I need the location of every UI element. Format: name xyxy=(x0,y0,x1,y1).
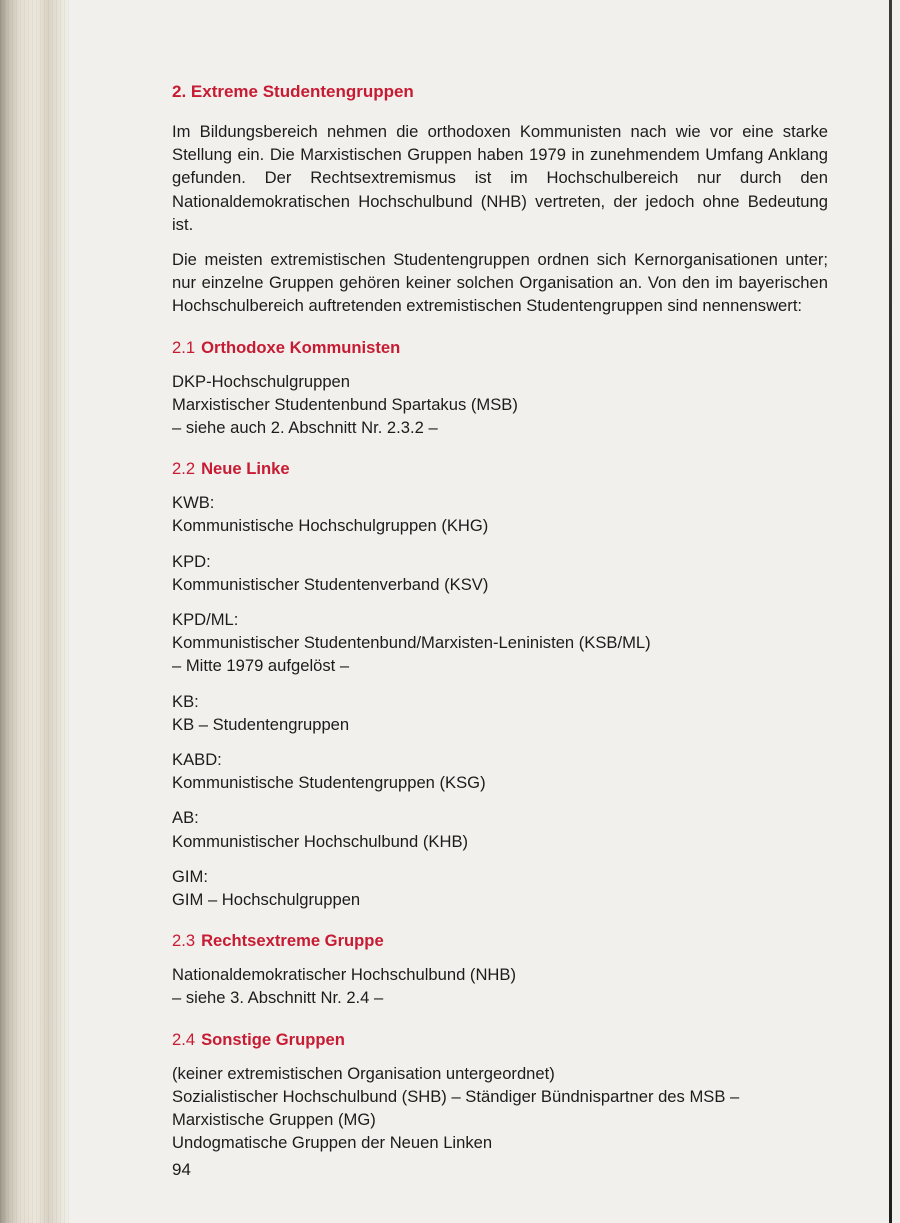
subsection-title: Orthodoxe Kommunisten xyxy=(201,337,401,357)
list-item: Kommunistische Hochschulgruppen (KHG) xyxy=(172,516,489,536)
page-edge xyxy=(889,0,892,1223)
list-item: – Mitte 1979 aufgelöst – xyxy=(172,656,350,676)
subsection-heading xyxy=(172,457,828,481)
list-item: – siehe 3. Abschnitt Nr. 2.4 – xyxy=(172,988,384,1008)
subsection-number: 2.4 xyxy=(172,1029,196,1049)
intro-paragraph: Im Bildungsbereich nehmen die orthodoxen Kommunisten nach wie vor eine starke Stellung ein. Die Marxistischen Gruppen haben 1979 in zunehmendem Umfang Anklang gefunden. Der Rechtsextremismus ist im Hochschulbereich nur durch den Nationaldemokratischen Hochschulbund (NHB) vertreten, der jedoch ohne Bedeutung ist. xyxy=(172,122,828,234)
subsection-heading xyxy=(172,929,828,953)
subsection-title: Neue Linke xyxy=(201,459,290,479)
org-label: KPD/ML: xyxy=(172,610,239,630)
subsection-body xyxy=(172,1062,828,1155)
org-group xyxy=(172,491,828,537)
subsection-body xyxy=(172,370,828,440)
list-item: Kommunistischer Hochschulbund (KHB) xyxy=(172,831,469,851)
list-item: KB – Studentengruppen xyxy=(172,714,350,734)
subsection-heading xyxy=(172,336,828,360)
org-label: AB: xyxy=(172,808,199,828)
subsection-title: Rechtsextreme Gruppe xyxy=(201,931,384,951)
list-item: DKP-Hochschulgruppen xyxy=(172,371,351,391)
org-group xyxy=(172,806,828,852)
list-item: Kommunistische Studentengruppen (KSG) xyxy=(172,773,486,793)
list-item: – siehe auch 2. Abschnitt Nr. 2.3.2 – xyxy=(172,418,438,438)
org-group xyxy=(172,550,828,596)
page-content xyxy=(172,80,828,1167)
page-number: 94 xyxy=(172,1160,191,1179)
subsection-body xyxy=(172,963,828,1009)
org-group xyxy=(172,748,828,794)
list-item: Marxistische Gruppen (MG) xyxy=(172,1110,376,1130)
org-label: GIM: xyxy=(172,866,208,886)
org-label: KWB: xyxy=(172,493,215,513)
subsection-number: 2.2 xyxy=(172,459,196,479)
list-item: Undogmatische Gruppen der Neuen Linken xyxy=(172,1133,493,1153)
org-group xyxy=(172,608,828,678)
list-item: Kommunistischer Studentenbund/Marxisten-Leninisten (KSB/ML) xyxy=(172,633,651,653)
org-group xyxy=(172,865,828,911)
list-item: Nationaldemokratischer Hochschulbund (NHB) xyxy=(172,965,517,985)
subsection-number: 2.1 xyxy=(172,337,196,357)
subsection-number: 2.3 xyxy=(172,931,196,951)
org-label: KABD: xyxy=(172,750,222,770)
subsection-title: Sonstige Gruppen xyxy=(201,1029,345,1049)
subsection-heading xyxy=(172,1028,828,1052)
org-label: KB: xyxy=(172,691,199,711)
org-label: KPD: xyxy=(172,551,211,571)
book-binding xyxy=(0,0,70,1223)
list-item: Sozialistischer Hochschulbund (SHB) – Ständiger Bündnispartner des MSB – xyxy=(172,1086,740,1106)
list-item: (keiner extremistischen Organisation untergeordnet) xyxy=(172,1063,555,1083)
list-item: GIM – Hochschulgruppen xyxy=(172,890,361,910)
list-item: Kommunistischer Studentenverband (KSV) xyxy=(172,574,489,594)
section-heading: 2. Extreme Studentengruppen xyxy=(172,82,414,101)
org-group xyxy=(172,690,828,736)
list-item: Marxistischer Studentenbund Spartakus (MSB) xyxy=(172,394,518,414)
intro-paragraph: Die meisten extremistischen Studentengruppen ordnen sich Kernorganisationen unter; nur einzelne Gruppen gehören keiner solchen Organisation an. Von den im bayerischen Hochschulbereich auftretenden extremistischen Studentengruppen sind nennenswert: xyxy=(172,250,828,316)
